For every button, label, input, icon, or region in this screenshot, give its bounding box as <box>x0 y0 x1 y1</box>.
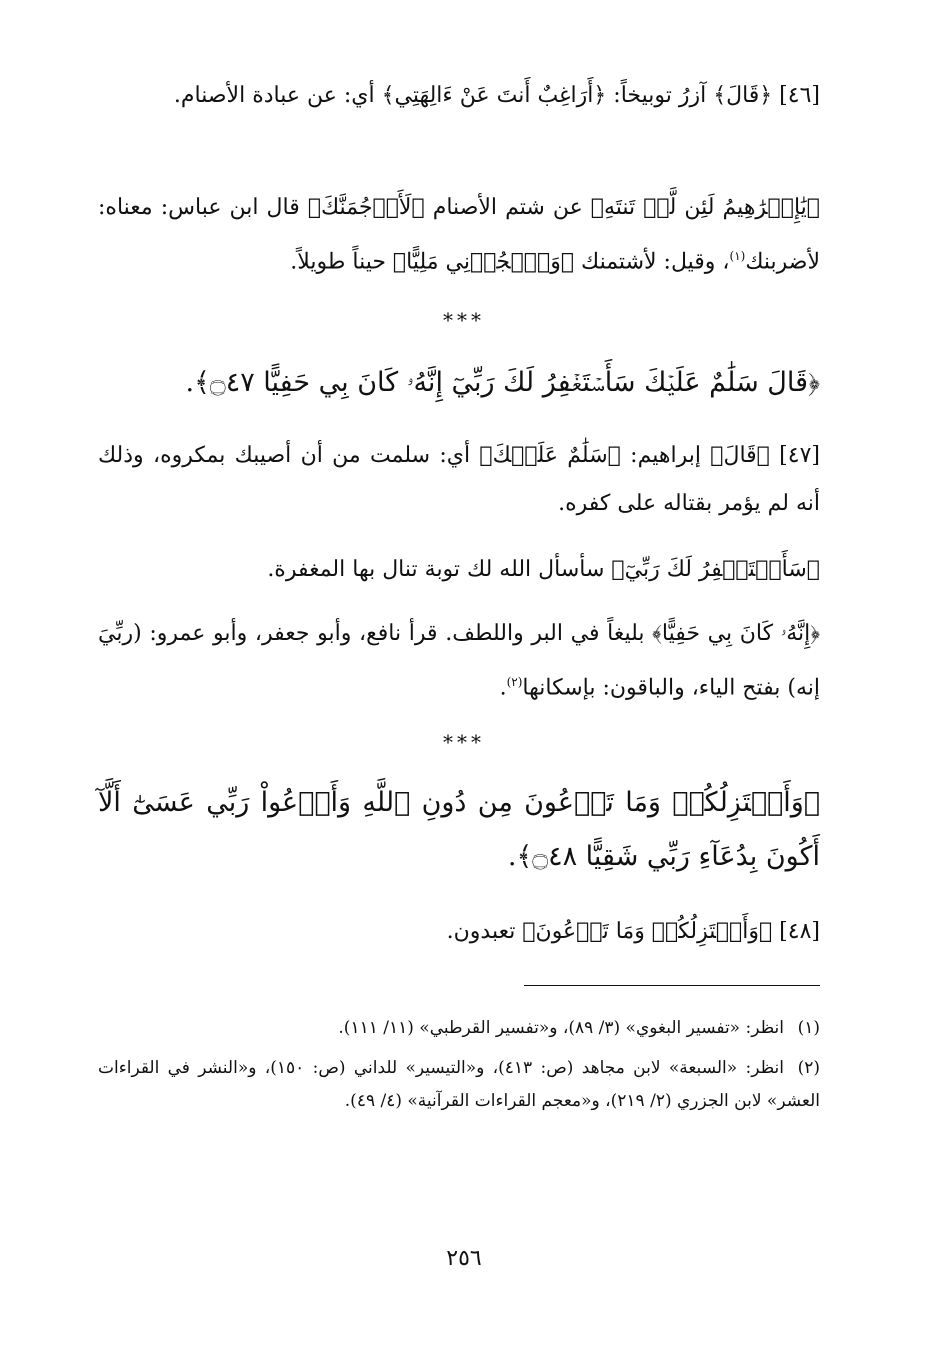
footnote-text: انظر: «تفسير البغوي» (٣/ ٨٩)، و«تفسير القرطبي» (١١/ ١١١). <box>338 1018 784 1038</box>
footnote-text: انظر: «السبعة» لابن مجاهد (ص: ٤١٣)، و«التيسير» للداني (ص: ١٥٠)، و«النشر في القراءات العشر» لابن الجزري (٢/ ٢١٩)، و«معجم القراءات القرآنية» (٤/ ٤٩). <box>98 1058 820 1111</box>
quran-verse-48: ﴿وَأَعۡتَزِلُكُمۡ وَمَا تَدۡعُونَ مِن دُونِ ٱللَّهِ وَأَدۡعُواْ رَبِّي عَسَىٰٓ أَلَّآ أَكُونَ بِدُعَآءِ رَبِّي شَقِيًّا ۝٤٨﴾. <box>98 787 820 872</box>
page-number: ٢٥٦ <box>446 1246 482 1271</box>
commentary-verse-47-forgiveness: ﴿سَأَسۡتَغۡفِرُ لَكَ رَبِّيٓ﴾ سأسأل الله لك توبة تنال بها المغفرة. <box>267 557 820 582</box>
commentary-verse-47-readings <box>98 610 820 712</box>
section-separator: *** <box>443 308 485 332</box>
footnote-ref-1[interactable]: (١) <box>729 249 746 263</box>
text-segment: ، وقيل: لأشتمنك ﴿وَٱهۡجُرۡنِي مَلِيًّا﴾ حيناً طويلاً. <box>290 249 730 275</box>
footnote-2 <box>98 1052 820 1118</box>
footnote-number: (٢) <box>797 1058 820 1078</box>
footnote-ref-2[interactable]: (٢) <box>506 675 523 689</box>
commentary-verse-46: [٤٦] ﴿قَالَ﴾ آزرُ توبيخاً: ﴿أَرَاغِبٌ أَنتَ عَنْ ءَالِهَتِي﴾ أي: عن عبادة الأصنام. <box>173 83 820 108</box>
footnote-1 <box>98 1012 820 1045</box>
footnote-number: (١) <box>797 1018 820 1038</box>
quran-verse-47: ﴿قَالَ سَلَٰمٌ عَلَيۡكَ سَأَسۡتَغۡفِرُ لَكَ رَبِّيٓ إِنَّهُۥ كَانَ بِي حَفِيًّا ۝٤٧﴾. <box>185 367 820 398</box>
commentary-verse-47: [٤٧] ﴿قَالَ﴾ إبراهيم: ﴿سَلَٰمٌ عَلَيۡكَ﴾ أي: سلمت من أن أصيبك بمكروه، وذلك أنه لم يؤمر بقتاله على كفره. <box>98 443 820 516</box>
commentary-verse-48: [٤٨] ﴿وَأَعۡتَزِلُكُمۡ وَمَا تَدۡعُونَ﴾ تعبدون. <box>446 919 820 944</box>
section-separator: *** <box>443 730 485 754</box>
commentary-verse-46-continued <box>98 184 820 286</box>
text-segment: ﴿إِنَّهُۥ كَانَ بِي حَفِيًّا﴾ بليغاً في البر واللطف. قرأ نافع، وأبو جعفر، وأبو عمرو: (ربِّيَ إنه) بفتح الياء، والباقون: بإسكانها <box>98 621 820 701</box>
text-segment: ﴿يَٰإِبۡرَٰهِيمُ لَئِن لَّمۡ تَنتَهِ﴾ عن شتم الأصنام ﴿لَأَرۡجُمَنَّكَ﴾ قال ابن عباس: معناه: لأضربنك <box>98 195 820 275</box>
footnote-divider <box>524 985 820 986</box>
text-segment: . <box>499 675 507 701</box>
